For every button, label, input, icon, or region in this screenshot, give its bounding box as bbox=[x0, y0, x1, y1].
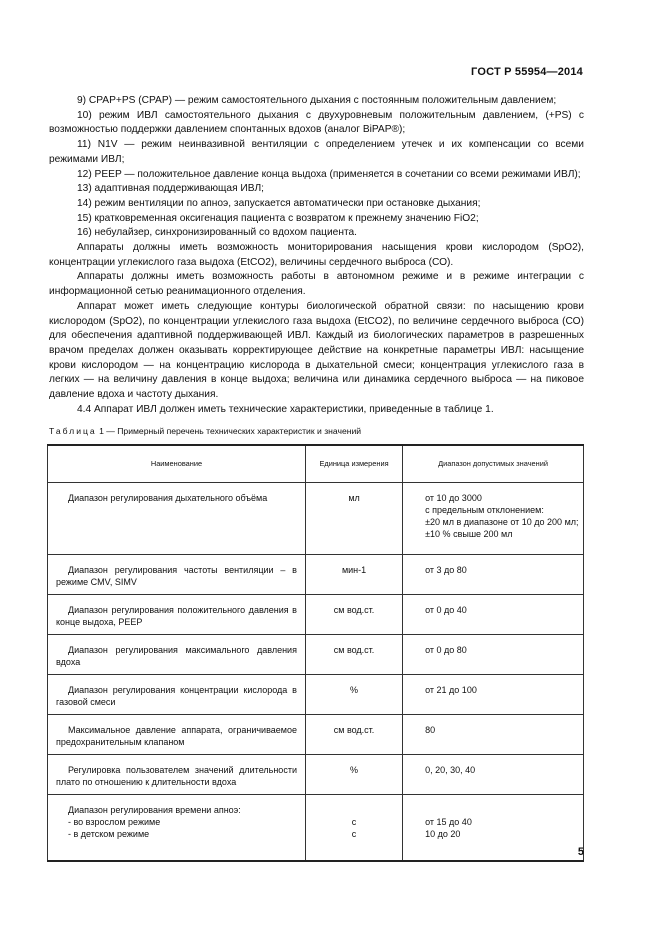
cell-name: Диапазон регулирования времени апноэ: - во взрослом режиме - в детском режиме bbox=[48, 795, 306, 862]
paragraph: 10) режим ИВЛ самостоятельного дыхания с двухуровневым положительным давлением, (+PS) с возможностью поддержки давлением спонтанных вдохов (аналог BiPAP®); bbox=[49, 109, 584, 136]
paragraph: 15) кратковременная оксигенация пациента с возвратом к прежнему значению FiO2; bbox=[77, 212, 479, 224]
table-caption-text: — Примерный перечень технических характеристик и значений bbox=[106, 426, 362, 436]
paragraph: 4.4 Аппарат ИВЛ должен иметь технические характеристики, приведенные в таблице 1. bbox=[77, 403, 494, 415]
cell-unit: % bbox=[305, 675, 402, 715]
cell-name: Регулировка пользователем значений длительности плато по отношению к длительности вдоха bbox=[48, 755, 306, 795]
cell-name: Диапазон регулирования максимального давления вдоха bbox=[48, 635, 306, 675]
cell-name: Диапазон регулирования концентрации кислорода в газовой смеси bbox=[48, 675, 306, 715]
cell-name: Диапазон регулирования частоты вентиляции – в режиме CMV, SIMV bbox=[48, 555, 306, 595]
paragraph: 9) CPAP+PS (CPAP) — режим самостоятельного дыхания с постоянным положительным давлением; bbox=[77, 95, 557, 106]
cell-unit: с с bbox=[305, 795, 402, 862]
cell-unit: мин-1 bbox=[305, 555, 402, 595]
table-row bbox=[48, 675, 584, 715]
cell-unit: см вод.ст. bbox=[305, 635, 402, 675]
cell-range: 80 bbox=[403, 715, 584, 755]
specifications-table bbox=[47, 444, 584, 862]
paragraph: 14) режим вентиляции по апноэ, запускается автоматически при остановке дыхания; bbox=[77, 197, 481, 209]
paragraph: 12) PEEP — положительное давление конца выдоха (применяется в сочетании со всеми режимами ИВЛ); bbox=[77, 168, 581, 180]
range-line: с предельным отклонением: bbox=[425, 505, 544, 515]
cell-unit: см вод.ст. bbox=[305, 595, 402, 635]
table-row bbox=[48, 795, 584, 862]
cell-range: от 0 до 80 bbox=[403, 635, 584, 675]
cell-name: Диапазон регулирования положительного давления в конце выдоха, PEEP bbox=[48, 595, 306, 635]
range-line: ±10 % свыше 200 мл bbox=[425, 529, 513, 539]
cell-name: Максимальное давление аппарата, ограничиваемое предохранительным клапаном bbox=[48, 715, 306, 755]
table-row bbox=[48, 715, 584, 755]
paragraph: Аппараты должны иметь возможность работы в автономном режиме и в режиме интеграции с информационной сетью реанимационного отделения. bbox=[49, 271, 584, 298]
paragraph: 16) небулайзер, синхронизированный со вдохом пациента. bbox=[77, 227, 357, 239]
table-row bbox=[48, 635, 584, 675]
paragraph: Аппараты должны иметь возможность мониторирования насыщения крови кислородом (SpO2), концентрации углекислого газа выдоха (EtCO2), величины сердечного выброса (СО). bbox=[49, 242, 584, 268]
cell-name: Диапазон регулирования дыхательного объёма bbox=[48, 483, 306, 555]
column-header-name: Наименование bbox=[48, 445, 306, 483]
table-caption-number: 1 bbox=[99, 426, 104, 436]
cell-range: от 0 до 40 bbox=[403, 595, 584, 635]
paragraph: Аппарат может иметь следующие контуры биологической обратной связи: по насыщению крови кислородом (SpO2), по концентрации углекислого газа выдоха (EtCO2), по величине сердечного выброса (СО) для обеспечения адаптивной поддерживающей ИВЛ. Каждый из биологических параметров в разрешенных врачом пределах должен оказывать корректирующее действие на конкретные параметры ИВЛ: насыщение крови кислородом — на концентрацию кислорода в дыхательной смеси; концентрация углекислого газа в легких — на величину давления в конце выдоха; величина или динамика сердечного выброса — на пиковое давление вдоха и частоту дыхания. bbox=[49, 300, 584, 401]
table-caption-label: Таблица bbox=[49, 426, 97, 436]
column-header-unit: Единица измерения bbox=[305, 445, 402, 483]
cell-unit: % bbox=[305, 755, 402, 795]
cell-range: от 15 до 40 10 до 20 bbox=[403, 795, 584, 862]
table-row bbox=[48, 755, 584, 795]
table-caption bbox=[49, 426, 361, 436]
table-header-row bbox=[48, 445, 584, 483]
table-row bbox=[48, 595, 584, 635]
range-line: от 10 до 3000 bbox=[425, 493, 482, 503]
range-line: ±20 мл в диапазоне от 10 до 200 мл; bbox=[425, 517, 579, 527]
page-number: 5 bbox=[577, 846, 584, 858]
table-row bbox=[48, 555, 584, 595]
paragraph: 11) N1V — режим неинвазивной вентиляции с определением утечек и их компенсации со всеми режимами ИВЛ; bbox=[49, 139, 584, 165]
document-id-header: ГОСТ Р 55954—2014 bbox=[471, 66, 583, 78]
cell-unit: см вод.ст. bbox=[305, 715, 402, 755]
body-text bbox=[49, 94, 584, 417]
column-header-range: Диапазон допустимых значений bbox=[403, 445, 584, 483]
cell-unit: мл bbox=[305, 483, 402, 555]
paragraph: 13) адаптивная поддерживающая ИВЛ; bbox=[77, 183, 264, 195]
table-row bbox=[48, 483, 584, 555]
cell-range: от 3 до 80 bbox=[403, 555, 584, 595]
cell-range: от 21 до 100 bbox=[403, 675, 584, 715]
cell-range bbox=[403, 483, 584, 555]
cell-range: 0, 20, 30, 40 bbox=[403, 755, 584, 795]
